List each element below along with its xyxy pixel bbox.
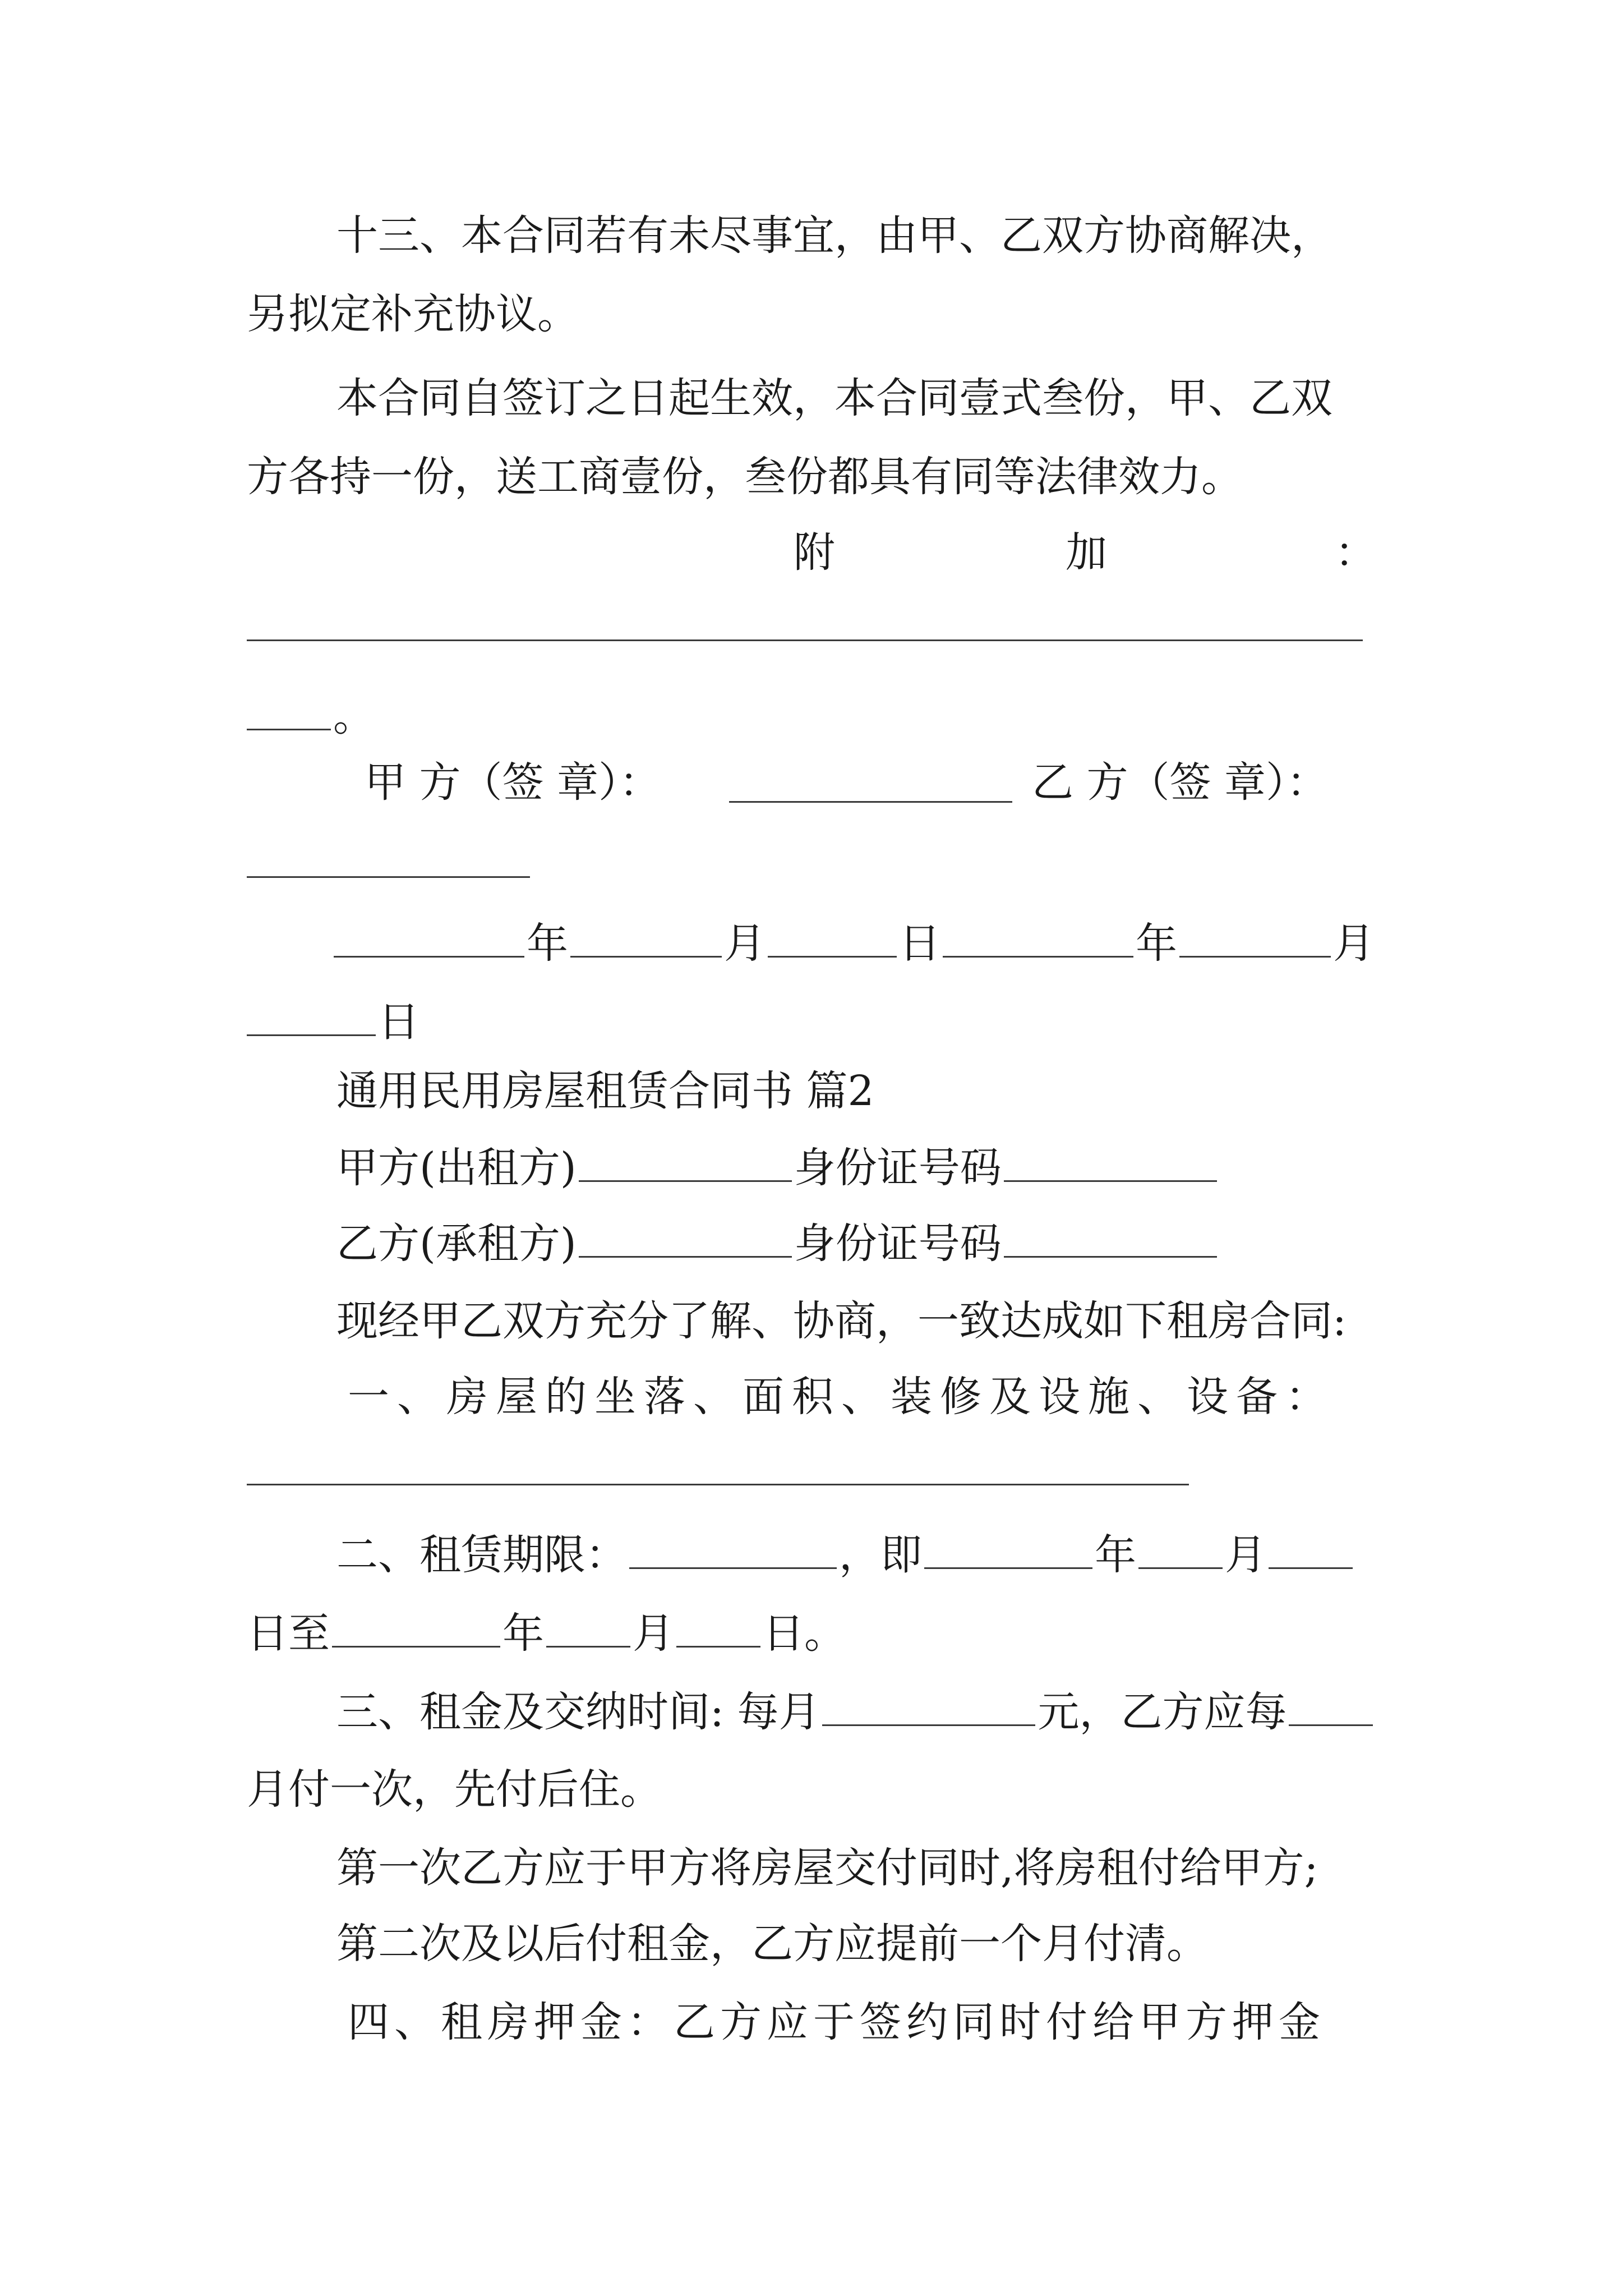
lease-end-year-label: 年 [502, 1609, 544, 1658]
addendum-end-blank [247, 687, 331, 730]
signing-date-row [334, 914, 1375, 972]
effect-clause-line-1: 本合同自签订之日起生效，本合同壹式叁份，甲、乙双 [336, 374, 1332, 422]
year-label-b: 年 [1136, 919, 1177, 968]
clause-1: 一、房屋的坐落、面积、装修及设施、设备： [348, 1373, 1335, 1421]
clause-13-line-1: 十三、本合同若有未尽事宜，由甲、乙双方协商解决， [336, 211, 1332, 260]
day-blank-b [247, 993, 376, 1036]
addendum-blank-line [247, 639, 1363, 641]
lease-start-month-label: 月 [1225, 1531, 1266, 1579]
party-b-signature-blank [247, 876, 530, 878]
addendum-label-colon: ： [1335, 528, 1376, 577]
lease-term-label: 二、租赁期限： [336, 1531, 627, 1579]
party-b-id-blank [1004, 1214, 1217, 1258]
month-blank-b [1179, 914, 1331, 958]
rent-mid-label: 元，乙方应每 [1038, 1688, 1287, 1736]
lease-start-month-blank [1138, 1526, 1223, 1569]
party-b-name-blank [579, 1214, 792, 1258]
party-a-signature-blank [729, 801, 1012, 803]
lease-start-day-blank [1269, 1526, 1353, 1569]
lease-end-month-label: 月 [633, 1609, 674, 1658]
party-a-label: 甲方(出租方) [336, 1144, 577, 1192]
party-b-label: 乙方(承租方) [336, 1220, 577, 1268]
addendum-end-line [247, 687, 375, 744]
clause-2-line-1 [336, 1526, 1355, 1583]
year-blank-b [943, 914, 1133, 958]
lease-term-ji: ，即 [839, 1531, 922, 1579]
rent-amount-blank [822, 1683, 1035, 1726]
lease-to-label: 日至 [247, 1609, 330, 1658]
effect-clause-line-2: 方各持一份，送工商壹份，叁份都具有同等法律效力。 [247, 453, 1243, 501]
second-payment-line: 第二次及以后付租金，乙方应提前一个月付清。 [336, 1920, 1208, 1968]
section-heading: 通用民用房屋租赁合同书 篇2 [336, 1067, 874, 1115]
lease-end-month-blank [546, 1604, 630, 1648]
party-a-id-blank [1004, 1139, 1217, 1182]
party-b-row [336, 1214, 1219, 1272]
day-label-a: 日 [899, 919, 940, 968]
clause-13-line-2: 另拟定补充协议。 [247, 290, 579, 338]
intro-line: 现经甲乙双方充分了解、协商，一致达成如下租房合同: [336, 1297, 1347, 1345]
party-a-signature-label: 甲 方（签 章）： [365, 758, 661, 807]
lease-end-day-blank [676, 1604, 760, 1648]
day-blank-a [768, 914, 897, 958]
clause-4: 四、租房押金：乙方应于签约同时付给甲方押金 [348, 1998, 1325, 2046]
addendum-label-char-1: 附 [794, 528, 835, 577]
clause-1-blank-line [247, 1484, 1189, 1485]
day-label-b: 日 [378, 998, 419, 1046]
lease-start-year-blank [924, 1526, 1092, 1569]
party-b-signature-label: 乙 方（签 章）： [1032, 758, 1329, 807]
rent-label: 三、租金及交纳时间: 每月 [336, 1688, 820, 1736]
lease-start-year-label: 年 [1095, 1531, 1136, 1579]
first-payment-line: 第一次乙方应于甲方将房屋交付同时,将房租付给甲方; [336, 1844, 1318, 1892]
year-label-a: 年 [527, 919, 568, 968]
rent-period-blank [1289, 1683, 1373, 1726]
lease-end-mark: 日。 [763, 1609, 846, 1658]
month-blank-a [570, 914, 722, 958]
clause-2-line-2 [247, 1604, 846, 1662]
party-a-name-blank [579, 1139, 792, 1182]
addendum-label-char-2: 加 [1066, 528, 1107, 577]
year-blank-a [334, 914, 524, 958]
month-label-a: 月 [724, 919, 766, 968]
lease-end-year-blank [332, 1604, 500, 1648]
party-a-id-label: 身份证号码 [794, 1144, 1002, 1192]
clause-3-line-1 [336, 1683, 1375, 1740]
month-label-b: 月 [1333, 919, 1375, 968]
clause-3-line-2: 月付一次，先付后住。 [247, 1765, 662, 1814]
signing-date-row-2 [247, 993, 419, 1050]
addendum-end-mark: 。 [333, 692, 375, 740]
lease-term-blank [629, 1526, 837, 1569]
party-b-id-label: 身份证号码 [794, 1220, 1002, 1268]
party-a-row [336, 1139, 1219, 1196]
